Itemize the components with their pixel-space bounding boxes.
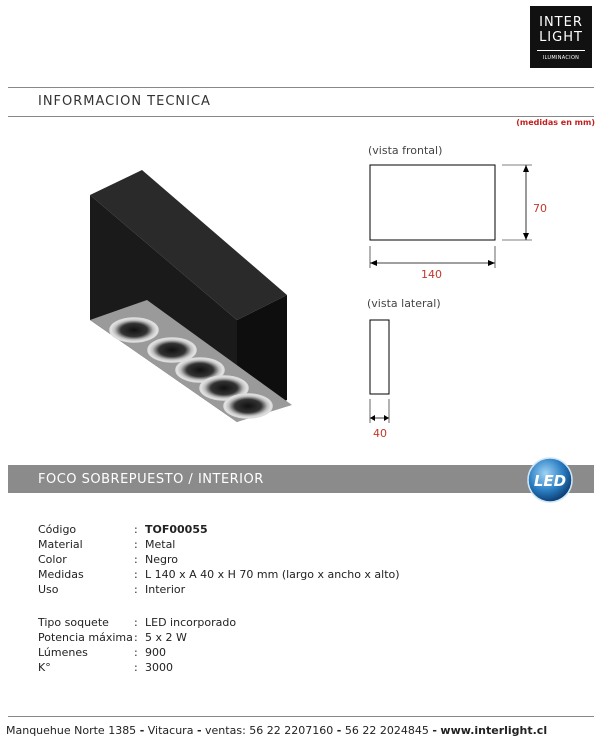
spec-label: Uso (38, 583, 59, 596)
footer-separator: - (196, 724, 202, 737)
logo-divider (537, 50, 585, 51)
spec-value: Metal (145, 538, 176, 551)
footer-phone1: 56 22 2207160 (249, 724, 334, 737)
footer-address: Manquehue Norte 1385 (6, 724, 137, 737)
spec-value: 900 (145, 646, 166, 659)
product-image (82, 160, 302, 430)
spec-colon: : (134, 553, 138, 566)
logo-line2: LIGHT (539, 30, 583, 45)
side-view-drawing (360, 315, 410, 430)
spec-value: 3000 (145, 661, 173, 674)
footer-phones-label: ventas: (205, 724, 246, 737)
front-view-width: 140 (421, 268, 442, 281)
spec-value: 5 x 2 W (145, 631, 187, 644)
spec-colon: : (134, 568, 138, 581)
spec-colon: : (134, 616, 138, 629)
spec-value: L 140 x A 40 x H 70 mm (largo x ancho x alto) (145, 568, 400, 581)
spec-label: K° (38, 661, 51, 674)
brand-logo (530, 6, 592, 68)
section-rule (8, 116, 594, 117)
spec-colon: : (134, 523, 138, 536)
spec-colon: : (134, 538, 138, 551)
spec-list (38, 523, 458, 683)
logo-line1: INTER (539, 15, 583, 30)
logo-line3: ILUMINACION (542, 55, 580, 61)
spec-value: LED incorporado (145, 616, 237, 629)
footer-separator: - (139, 724, 145, 737)
units-note: (medidas en mm) (516, 118, 595, 127)
side-view-width: 40 (373, 427, 387, 440)
front-view-caption: (vista frontal) (368, 144, 443, 157)
top-rule (8, 87, 594, 88)
footer-phone2: 56 22 2024845 (344, 724, 429, 737)
front-view-drawing (360, 160, 560, 285)
footer-rule (8, 716, 594, 717)
footer-website-link[interactable]: www.interlight.cl (440, 724, 548, 737)
spec-label: Color (38, 553, 67, 566)
spec-label: Potencia máxima (38, 631, 133, 644)
footer-separator: - (336, 724, 342, 737)
spec-label: Material (38, 538, 83, 551)
spec-colon: : (134, 661, 138, 674)
spec-value: TOF00055 (145, 523, 208, 536)
led-badge-icon (525, 456, 575, 504)
footer-separator: - (432, 724, 437, 737)
front-view-height: 70 (533, 202, 547, 215)
spec-label: Medidas (38, 568, 84, 581)
footer-city: Vitacura (147, 724, 194, 737)
spec-label: Lúmenes (38, 646, 88, 659)
side-view-caption: (vista lateral) (367, 297, 441, 310)
footer-contact (6, 724, 547, 737)
spec-colon: : (134, 646, 138, 659)
spec-value: Interior (145, 583, 186, 596)
spec-value: Negro (145, 553, 178, 566)
spec-colon: : (134, 631, 138, 644)
section-title: INFORMACION TECNICA (38, 94, 211, 109)
spec-label: Código (38, 523, 77, 536)
product-title: FOCO SOBREPUESTO / INTERIOR (38, 472, 264, 487)
led-badge-text: LED (533, 472, 567, 490)
spec-label: Tipo soquete (38, 616, 109, 629)
spec-colon: : (134, 583, 138, 596)
